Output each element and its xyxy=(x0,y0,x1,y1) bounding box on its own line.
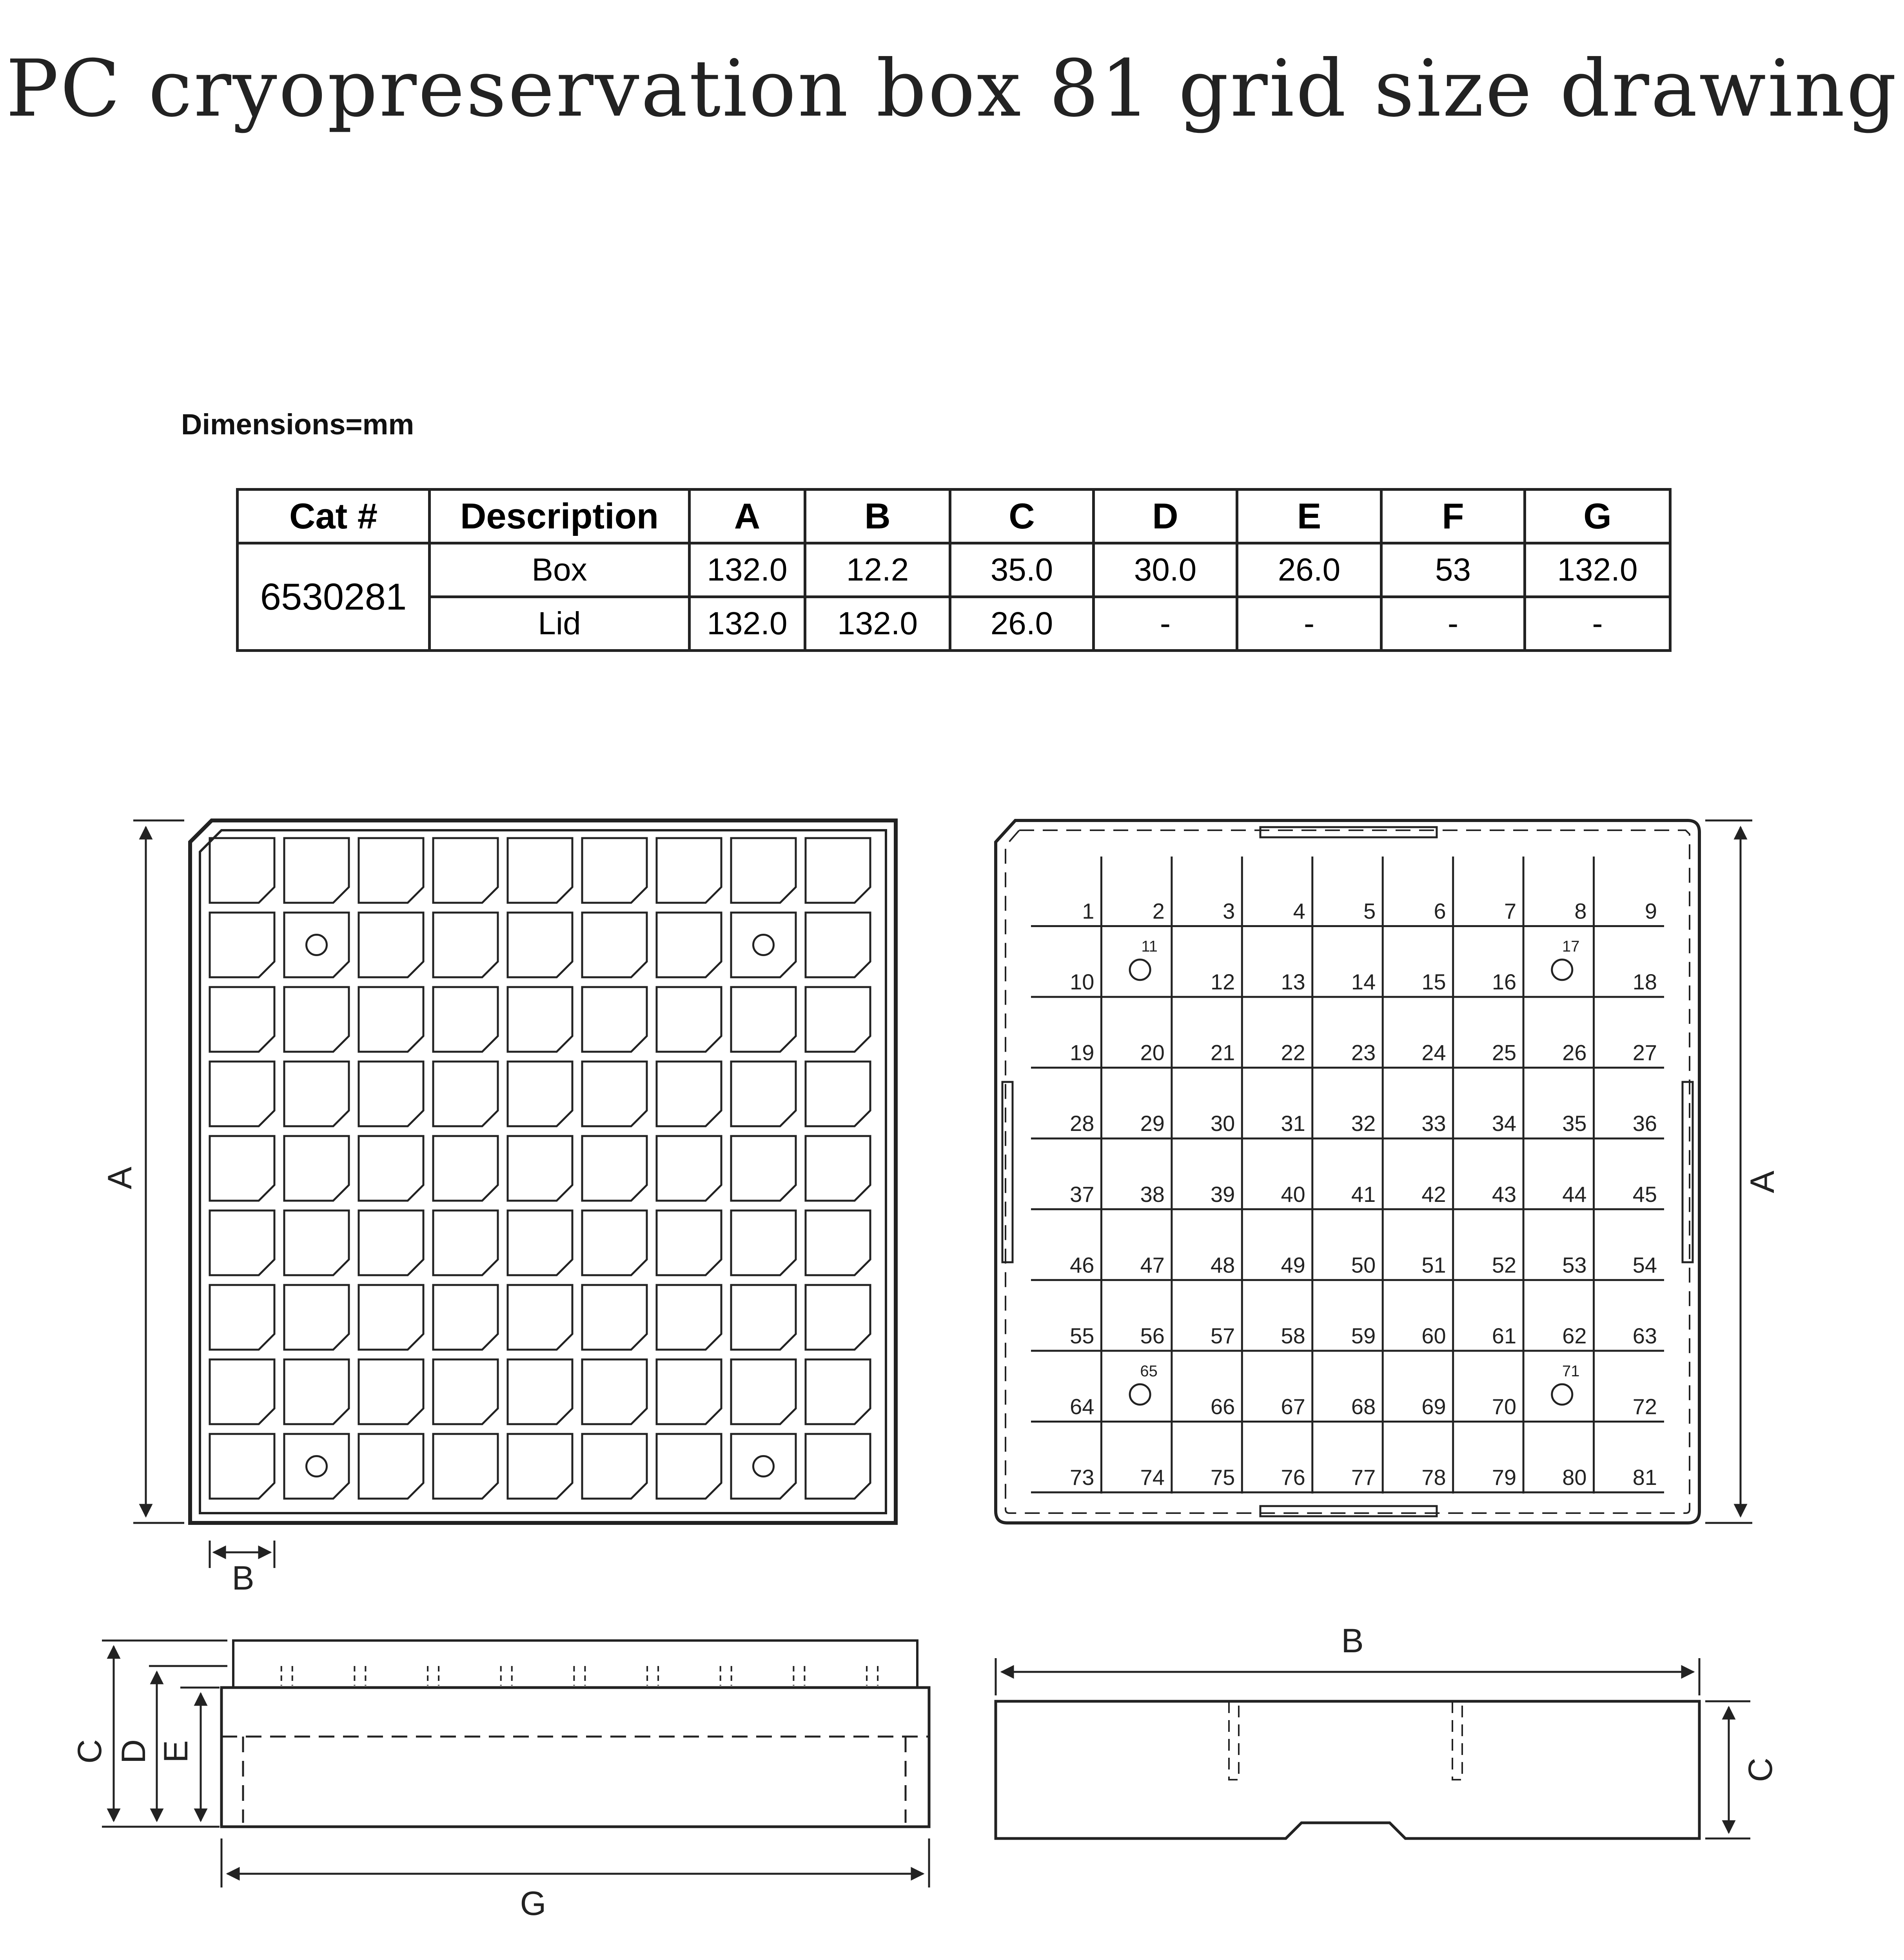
lid-grid-number: 74 xyxy=(1140,1465,1165,1490)
box-cell xyxy=(806,913,870,977)
box-cell xyxy=(731,1210,796,1275)
lid-grid-number: 76 xyxy=(1281,1465,1305,1490)
box-cell xyxy=(359,1062,423,1126)
box-cell xyxy=(806,1359,870,1424)
lid-grid-number: 56 xyxy=(1140,1323,1165,1348)
dimension-c-lid-label: C xyxy=(1742,1757,1779,1782)
box-cell xyxy=(657,987,721,1052)
lid-grid-number: 68 xyxy=(1351,1394,1376,1419)
lid-grid-number: 11 xyxy=(1141,938,1158,955)
lid-grid-number: 37 xyxy=(1070,1181,1094,1207)
header-c: C xyxy=(950,490,1094,543)
dimensions-unit-label: Dimensions=mm xyxy=(181,408,414,441)
cell-g: - xyxy=(1525,597,1670,651)
cell-g: 132.0 xyxy=(1525,543,1670,597)
lid-grid-number: 72 xyxy=(1632,1394,1657,1419)
box-cell xyxy=(508,1062,572,1126)
lid-post-hole xyxy=(1130,1384,1150,1405)
header-g: G xyxy=(1525,490,1670,543)
box-cell xyxy=(508,1210,572,1275)
lid-grid-number: 3 xyxy=(1223,898,1235,924)
box-cell xyxy=(731,838,796,903)
header-d: D xyxy=(1094,490,1237,543)
box-cell xyxy=(433,1434,498,1499)
lid-grid-number: 39 xyxy=(1211,1181,1235,1207)
lid-post-hole xyxy=(1130,960,1150,980)
box-cell xyxy=(582,913,647,977)
box-cell xyxy=(806,1285,870,1350)
box-cell xyxy=(210,1285,274,1350)
lid-grid-number: 71 xyxy=(1562,1362,1580,1380)
box-cell xyxy=(731,1136,796,1201)
box-cell xyxy=(508,1359,572,1424)
box-cell xyxy=(582,1434,647,1499)
box-cell xyxy=(433,1136,498,1201)
lid-grid-number: 35 xyxy=(1562,1111,1587,1136)
lid-grid-number: 41 xyxy=(1351,1181,1376,1207)
box-cell xyxy=(508,838,572,903)
lid-grid-number: 75 xyxy=(1211,1465,1235,1490)
box-cell xyxy=(433,1359,498,1424)
dimension-c-label: C xyxy=(71,1739,109,1764)
lid-grid-number: 2 xyxy=(1152,898,1165,924)
lid-grid-number: 38 xyxy=(1140,1181,1165,1207)
lid-grid-number: 10 xyxy=(1070,969,1094,995)
header-e: E xyxy=(1237,490,1381,543)
cell-d: 30.0 xyxy=(1094,543,1237,597)
lid-grid-number: 81 xyxy=(1632,1465,1657,1490)
lid-grid-number: 25 xyxy=(1492,1040,1517,1065)
lid-grid-number: 57 xyxy=(1211,1323,1235,1348)
lid-grid-number: 15 xyxy=(1421,969,1446,995)
lid-grid-number: 53 xyxy=(1562,1252,1587,1278)
box-cell xyxy=(582,1136,647,1201)
lid-grid-number: 32 xyxy=(1351,1111,1376,1136)
lid-grid-number: 80 xyxy=(1562,1465,1587,1490)
lid-grid-number: 48 xyxy=(1211,1252,1235,1278)
box-cell xyxy=(210,913,274,977)
box-cell xyxy=(731,987,796,1052)
dimension-b-label: B xyxy=(232,1559,254,1597)
cell-c: 35.0 xyxy=(950,543,1094,597)
box-cell xyxy=(433,987,498,1052)
box-cell xyxy=(284,1359,349,1424)
dimension-d-label: D xyxy=(115,1739,152,1764)
box-cell xyxy=(657,1434,721,1499)
lid-post-hole xyxy=(1552,960,1572,980)
box-post-hole xyxy=(753,935,774,955)
box-cell xyxy=(582,1210,647,1275)
lid-grid-number: 66 xyxy=(1211,1394,1235,1419)
lid-grid-number: 4 xyxy=(1293,898,1305,924)
lid-grid-number: 36 xyxy=(1632,1111,1657,1136)
lid-grid-number: 65 xyxy=(1140,1362,1158,1380)
lid-grid-number: 51 xyxy=(1421,1252,1446,1278)
box-cell xyxy=(582,1359,647,1424)
box-cell xyxy=(806,987,870,1052)
box-cell xyxy=(731,1062,796,1126)
dimension-b-lid xyxy=(996,1658,1750,1838)
cell-b: 12.2 xyxy=(805,543,950,597)
lid-grid-number: 63 xyxy=(1632,1323,1657,1348)
box-cell xyxy=(582,1285,647,1350)
box-cell xyxy=(657,1062,721,1126)
header-a: A xyxy=(690,490,805,543)
lid-grid-number: 34 xyxy=(1492,1111,1517,1136)
box-cell xyxy=(508,1434,572,1499)
lid-grid-number: 16 xyxy=(1492,969,1517,995)
cell-e: 26.0 xyxy=(1237,543,1381,597)
lid-grid-number: 60 xyxy=(1421,1323,1446,1348)
lid-grid-number: 27 xyxy=(1632,1040,1657,1065)
lid-grid-number: 70 xyxy=(1492,1394,1517,1419)
cat-number: 6530281 xyxy=(238,543,430,651)
lid-grid-number: 12 xyxy=(1211,969,1235,995)
box-cell xyxy=(433,1285,498,1350)
box-cell xyxy=(284,1136,349,1201)
lid-grid-number: 40 xyxy=(1281,1181,1305,1207)
lid-grid-number: 9 xyxy=(1644,898,1657,924)
box-cell xyxy=(508,1136,572,1201)
lid-grid-number: 31 xyxy=(1281,1111,1305,1136)
box-cell xyxy=(284,913,349,977)
cell-b: 132.0 xyxy=(805,597,950,651)
cell-description: Lid xyxy=(430,597,690,651)
cell-f: 53 xyxy=(1381,543,1525,597)
cell-a: 132.0 xyxy=(690,597,805,651)
box-cell xyxy=(210,987,274,1052)
lid-grid-number: 28 xyxy=(1070,1111,1094,1136)
lid-grid-number: 30 xyxy=(1211,1111,1235,1136)
page-title: PC cryopreservation box 81 grid size drawing xyxy=(6,43,1898,134)
box-cell xyxy=(433,838,498,903)
header-cat: Cat # xyxy=(238,490,430,543)
lid-grid-number: 23 xyxy=(1351,1040,1376,1065)
lid-grid-number: 67 xyxy=(1281,1394,1305,1419)
lid-grid-number: 26 xyxy=(1562,1040,1587,1065)
dimension-cde xyxy=(102,1641,227,1827)
box-post-hole xyxy=(753,1456,774,1477)
box-cell xyxy=(210,1210,274,1275)
cell-c: 26.0 xyxy=(950,597,1094,651)
lid-top-view xyxy=(996,820,1699,1523)
lid-side-view xyxy=(996,1701,1699,1838)
lid-grid-number: 6 xyxy=(1434,898,1446,924)
box-cell xyxy=(806,1062,870,1126)
lid-grid-number: 5 xyxy=(1363,898,1376,924)
lid-grid-number: 79 xyxy=(1492,1465,1517,1490)
box-cell xyxy=(433,913,498,977)
box-cell xyxy=(731,1285,796,1350)
lid-grid-number: 69 xyxy=(1421,1394,1446,1419)
lid-grid-number: 59 xyxy=(1351,1323,1376,1348)
lid-grid-number: 17 xyxy=(1562,938,1580,955)
box-cell xyxy=(657,1359,721,1424)
box-cell xyxy=(210,838,274,903)
cell-description: Box xyxy=(430,543,690,597)
lid-grid-number: 47 xyxy=(1140,1252,1165,1278)
lid-post-hole xyxy=(1552,1384,1572,1405)
box-cell xyxy=(210,1062,274,1126)
lid-grid-number: 43 xyxy=(1492,1181,1517,1207)
box-cell xyxy=(433,1062,498,1126)
box-cell xyxy=(508,913,572,977)
box-cell xyxy=(731,913,796,977)
box-cell xyxy=(806,1434,870,1499)
box-cell xyxy=(284,1210,349,1275)
box-cell xyxy=(284,838,349,903)
box-top-view xyxy=(190,820,896,1523)
dimension-g xyxy=(221,1838,929,1887)
box-cell xyxy=(284,1285,349,1350)
box-cell xyxy=(210,1434,274,1499)
box-cell xyxy=(731,1434,796,1499)
dimension-b-lid-label: B xyxy=(1341,1622,1364,1660)
lid-grid-number: 29 xyxy=(1140,1111,1165,1136)
lid-grid-number: 78 xyxy=(1421,1465,1446,1490)
lid-grid-number: 45 xyxy=(1632,1181,1657,1207)
lid-grid-number: 49 xyxy=(1281,1252,1305,1278)
lid-grid-number: 73 xyxy=(1070,1465,1094,1490)
lid-grid-number: 42 xyxy=(1421,1181,1446,1207)
box-cell xyxy=(806,838,870,903)
lid-grid-number: 64 xyxy=(1070,1394,1094,1419)
box-cell xyxy=(508,987,572,1052)
lid-grid-number: 33 xyxy=(1421,1111,1446,1136)
box-cell xyxy=(359,1359,423,1424)
lid-grid-number: 7 xyxy=(1504,898,1517,924)
dimension-g-label: G xyxy=(520,1885,546,1922)
box-cell xyxy=(582,838,647,903)
box-cell xyxy=(359,1136,423,1201)
lid-grid-number: 46 xyxy=(1070,1252,1094,1278)
dimension-e-label: E xyxy=(157,1740,195,1763)
box-cell xyxy=(433,1210,498,1275)
lid-grid-number: 20 xyxy=(1140,1040,1165,1065)
box-cell xyxy=(806,1136,870,1201)
lid-grid-number: 22 xyxy=(1281,1040,1305,1065)
lid-grid-number: 50 xyxy=(1351,1252,1376,1278)
lid-grid-number: 55 xyxy=(1070,1323,1094,1348)
cell-e: - xyxy=(1237,597,1381,651)
lid-grid-number: 24 xyxy=(1421,1040,1446,1065)
box-cell xyxy=(582,1062,647,1126)
box-cell xyxy=(359,1434,423,1499)
cell-d: - xyxy=(1094,597,1237,651)
box-cell xyxy=(657,1210,721,1275)
lid-grid-number: 19 xyxy=(1070,1040,1094,1065)
box-post-hole xyxy=(307,935,327,955)
box-cell xyxy=(731,1359,796,1424)
lid-grid-number: 18 xyxy=(1632,969,1657,995)
lid-grid-number: 13 xyxy=(1281,969,1305,995)
box-cell xyxy=(210,1359,274,1424)
box-cell xyxy=(210,1136,274,1201)
dimension-a-right-label: A xyxy=(1744,1171,1781,1193)
box-cell xyxy=(657,913,721,977)
lid-grid-number: 52 xyxy=(1492,1252,1517,1278)
box-cell xyxy=(359,1210,423,1275)
lid-grid-number: 1 xyxy=(1082,898,1094,924)
box-cell xyxy=(359,1285,423,1350)
dimension-a-label: A xyxy=(101,1167,139,1189)
box-cell xyxy=(284,987,349,1052)
box-cell xyxy=(806,1210,870,1275)
box-cell xyxy=(284,1062,349,1126)
box-cell xyxy=(359,913,423,977)
header-description: Description xyxy=(430,490,690,543)
lid-grid-number: 54 xyxy=(1632,1252,1657,1278)
cell-a: 132.0 xyxy=(690,543,805,597)
box-cell xyxy=(284,1434,349,1499)
lid-grid-number: 62 xyxy=(1562,1323,1587,1348)
box-side-view xyxy=(221,1641,929,1827)
box-cell xyxy=(582,987,647,1052)
lid-grid-number: 8 xyxy=(1574,898,1587,924)
box-cell xyxy=(359,838,423,903)
box-cell xyxy=(657,1285,721,1350)
dimension-a-left xyxy=(133,820,184,1523)
lid-grid-number: 58 xyxy=(1281,1323,1305,1348)
lid-grid-number: 21 xyxy=(1211,1040,1235,1065)
header-f: F xyxy=(1381,490,1525,543)
box-cell xyxy=(508,1285,572,1350)
box-cell xyxy=(657,1136,721,1201)
cell-f: - xyxy=(1381,597,1525,651)
box-cell xyxy=(657,838,721,903)
box-post-hole xyxy=(307,1456,327,1477)
lid-grid-number: 14 xyxy=(1351,969,1376,995)
box-cell xyxy=(359,987,423,1052)
header-b: B xyxy=(805,490,950,543)
lid-grid-number: 77 xyxy=(1351,1465,1376,1490)
lid-grid-number: 61 xyxy=(1492,1323,1517,1348)
lid-grid-number: 44 xyxy=(1562,1181,1587,1207)
